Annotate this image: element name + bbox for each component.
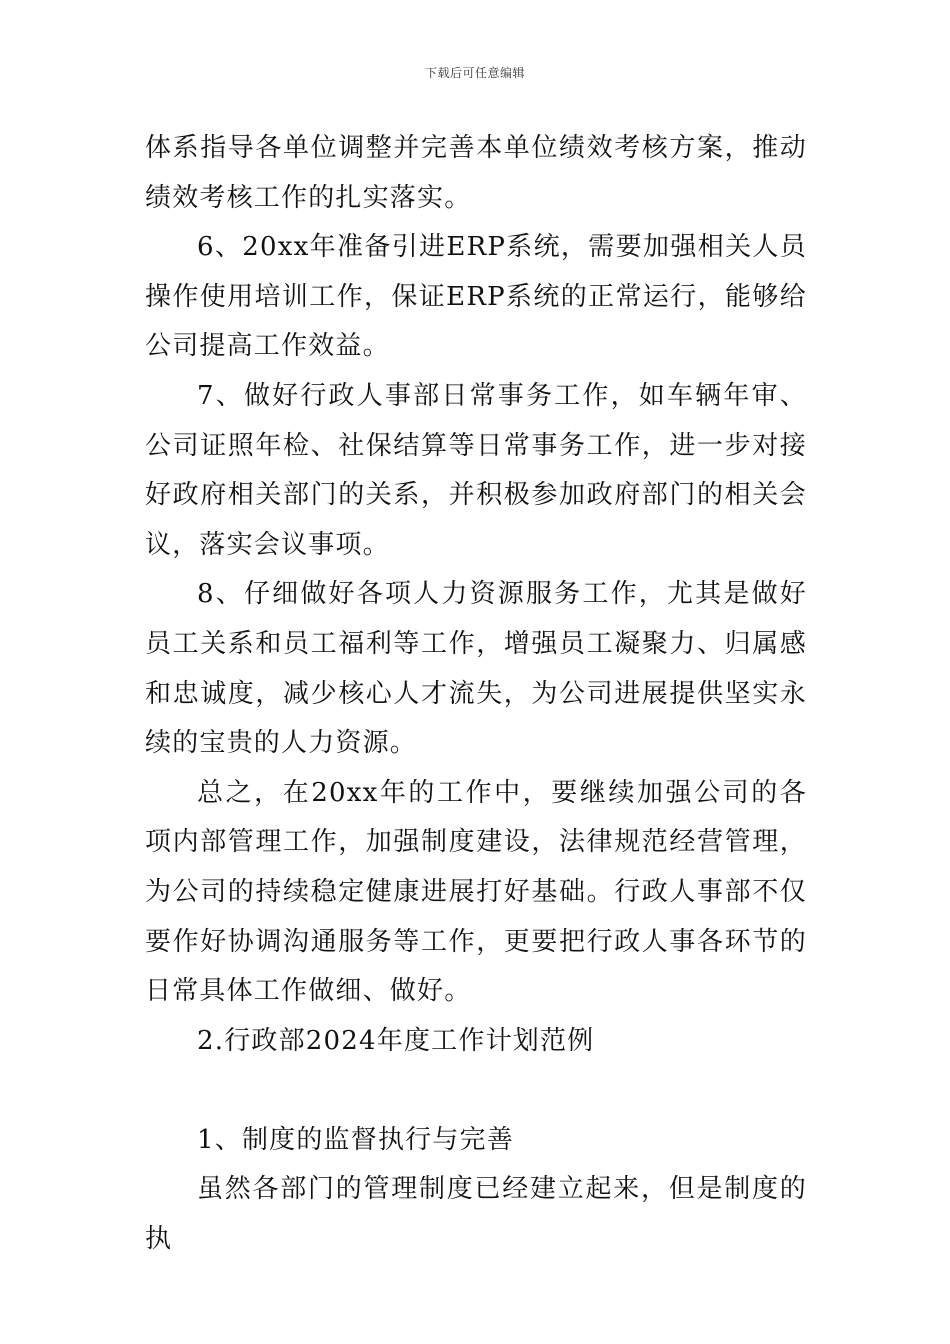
section-heading: 2.行政部2024年度工作计划范例 — [197, 1025, 595, 1056]
paragraph-1: 体系指导各单位调整并完善本单位绩效考核方案，推动绩效考核工作的扎实落实。 — [145, 133, 807, 213]
paragraph-item-6: 6、20xx年准备引进ERP系统，需要加强相关人员操作使用培训工作，保证ERP系统的正常运行，能够给公司提高工作效益。 — [145, 232, 807, 362]
blank-line — [145, 1066, 807, 1116]
page-header: 下载后可任意编辑 — [424, 66, 525, 80]
paragraph-last: 虽然各部门的管理制度已经建立起来，但是制度的执 — [145, 1174, 807, 1255]
subsection-heading: 1、制度的监督执行与完善 — [197, 1124, 514, 1155]
document-body — [145, 124, 807, 1265]
paragraph-item-7: 7、做好行政人事部日常事务工作，如车辆年审、公司证照年检、社保结算等日常事务工作，进一步对接好政府相关部门的关系，并积极参加政府部门的相关会议，落实会议事项。 — [145, 380, 807, 560]
paragraph-item-8: 8、仔细做好各项人力资源服务工作，尤其是做好员工关系和员工福利等工作，增强员工凝聚力、归属感和忠诚度，减少核心人才流失，为公司进展提供坚实永续的宝贵的人力资源。 — [145, 579, 807, 759]
paragraph-summary: 总之，在20xx年的工作中，要继续加强公司的各项内部管理工作，加强制度建设，法律规范经营管理，为公司的持续稳定健康进展打好基础。行政人事部不仅要作好协调沟通服务等工作，更要把行政人事各环节的日常具体工作做细、做好。 — [145, 777, 807, 1007]
